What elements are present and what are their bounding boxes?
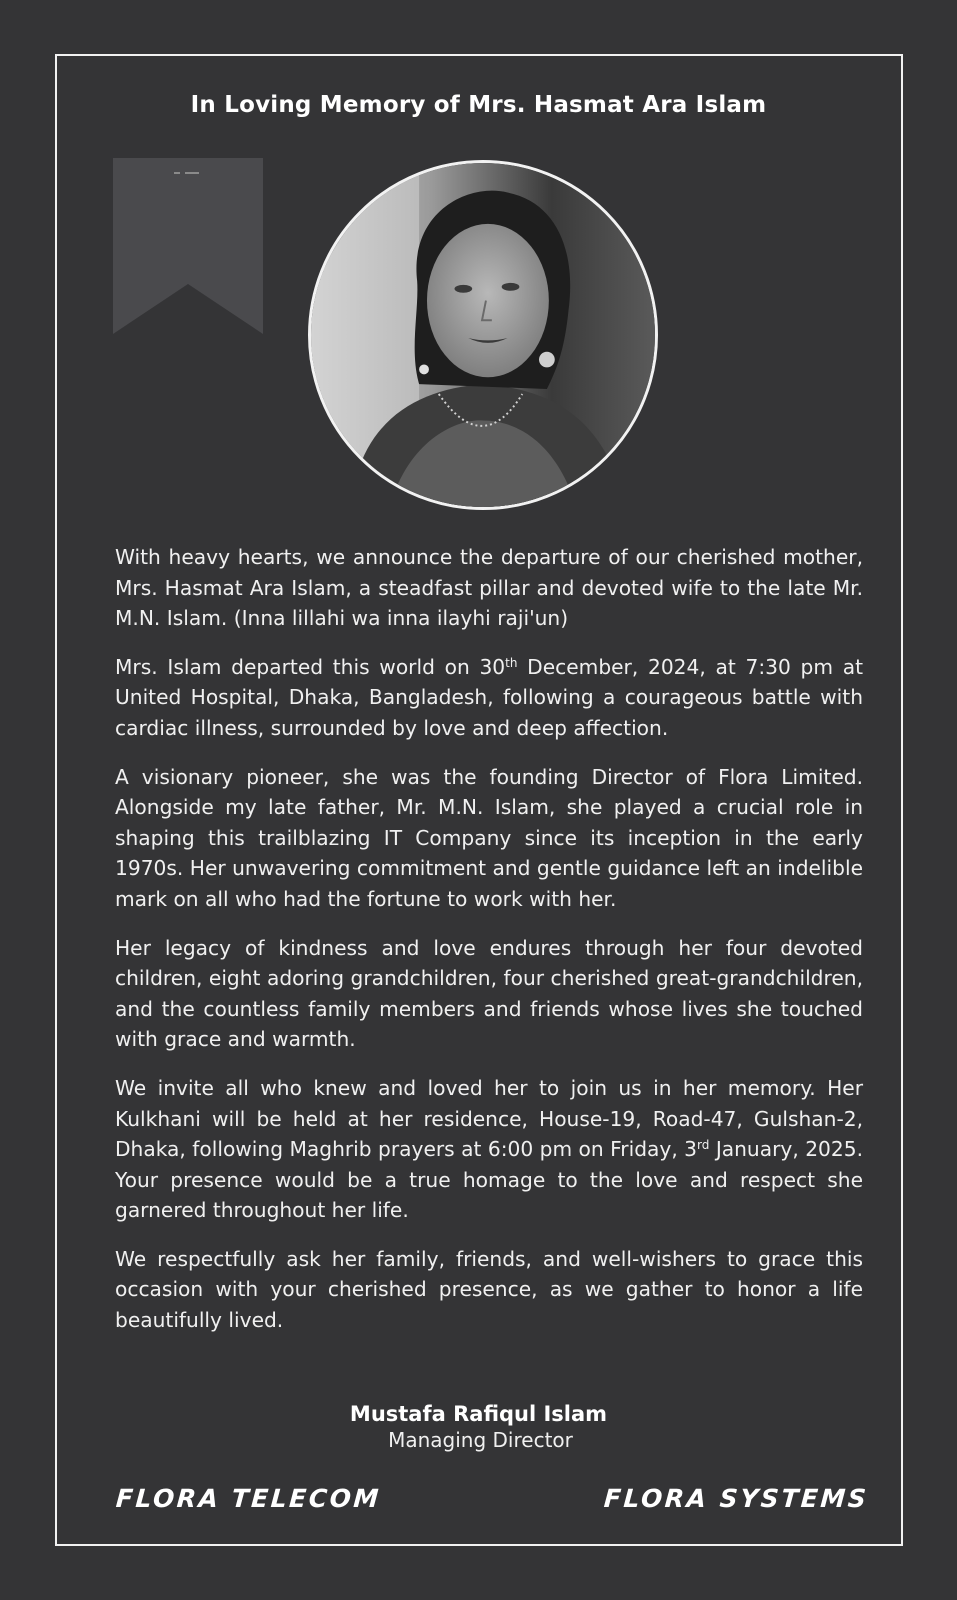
signatory-role: Managing Director (388, 1428, 573, 1452)
paragraph-request: We respectfully ask her family, friends, and well-wishers to grace this occasion with your cherished presence, as we gather to honor a life beautifully lived. (115, 1246, 863, 1333)
paragraph-legacy-family: Her legacy of kindness and love endures through her four devoted children, eight adoring grandchildren, four cherished great-grandchildren, and the countless family members and friends whose lives she touched with grace and warmth. (115, 935, 863, 1052)
paragraph-announcement: With heavy hearts, we announce the departure of our cherished mother, Mrs. Hasmat Ara Islam, a steadfast pillar and devoted wife to the late Mr. M.N. Islam. (Inna lillahi wa inna ilayhi raji'un) (115, 545, 863, 631)
paragraph-departure (115, 652, 863, 744)
signatory-name: Mustafa Rafiqul Islam (349, 1402, 608, 1426)
mourning-ribbon-icon (113, 158, 263, 334)
paragraph-legacy-company: A visionary pioneer, she was the founding Director of Flora Limited. Alongside my late father, Mr. M.N. Islam, she played a crucial role in shaping this trailblazing IT Company since its inception in the early 1970s. Her unwavering commitment and gentle guidance left an indelible mark on all who had the fortune to work with her. (115, 764, 863, 911)
invitation-text-start: We invite all who knew and loved her to join us in her memory. Her Kulkhani will be held at her residence, House-19, Road-47, Gulshan-2, Dhaka, following Maghrib prayers at 6:00 pm on Friday, 3 (115, 1075, 863, 1162)
date-suffix: th (505, 655, 518, 670)
date-suffix: rd (697, 1138, 710, 1153)
invitation-text-end: January, 2025. Your presence would be a true homage to the love and respect she garnered throughout her life. (115, 1137, 863, 1223)
flora-telecom-logo: FLORA TELECOM (114, 1484, 382, 1513)
memorial-portrait (308, 160, 658, 510)
notice-body (115, 542, 863, 1354)
departure-text-start: Mrs. Islam departed this world on 30 (115, 654, 506, 679)
paragraph-invitation (115, 1073, 863, 1226)
notice-title: In Loving Memory of Mrs. Hasmat Ara Islam (190, 92, 767, 118)
departure-text-end: December, 2024, at 7:30 pm at United Hospital, Dhaka, Bangladesh, following a courageous battle with cardiac illness, surrounded by love and deep affection. (115, 654, 863, 740)
flora-systems-logo: FLORA SYSTEMS (602, 1484, 870, 1513)
